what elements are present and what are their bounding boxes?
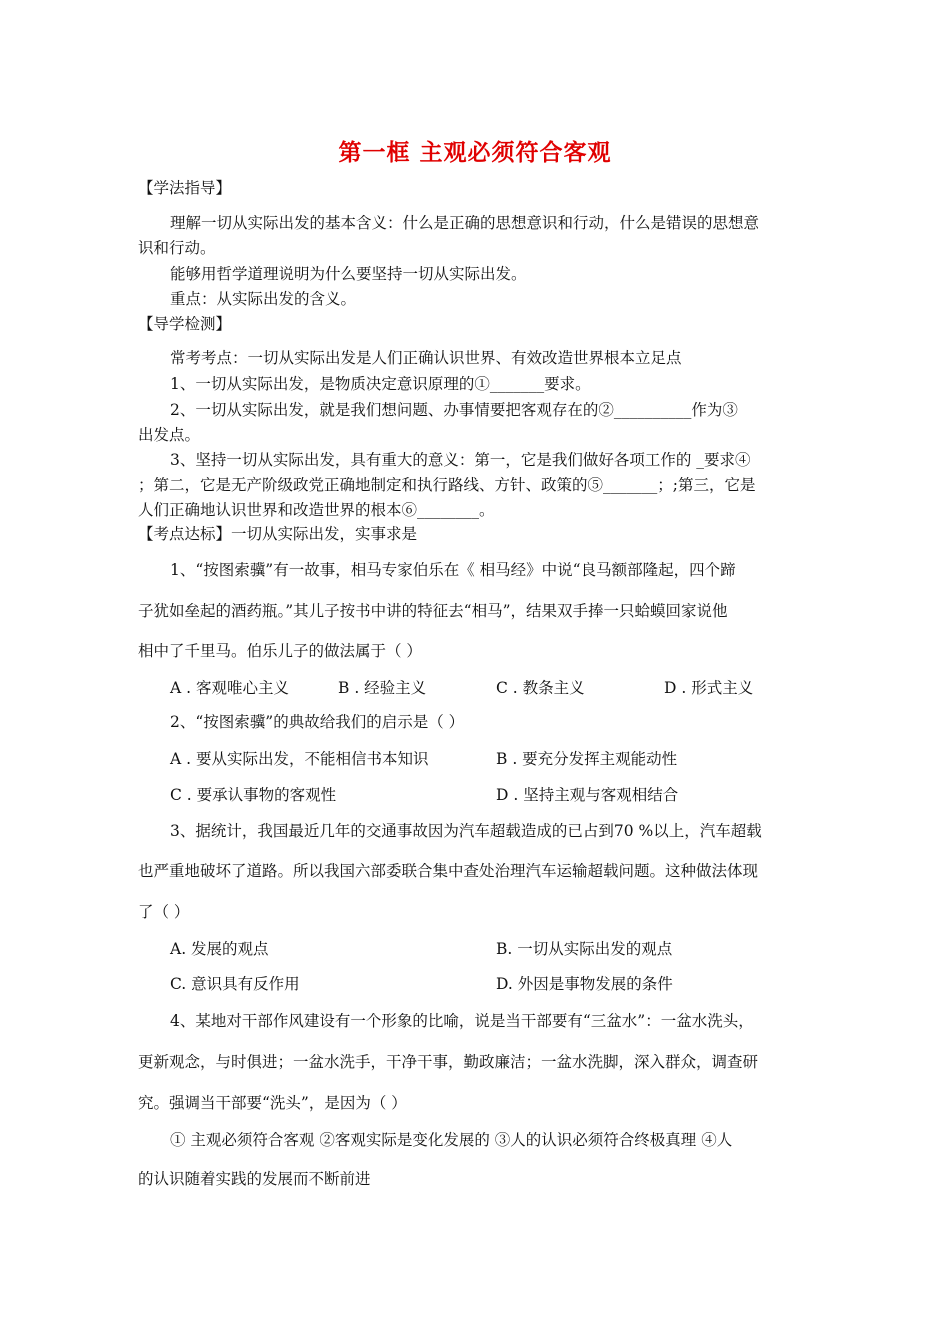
- paragraph-line: 1、一切从实际出发，是物质决定意识原理的①_______要求。: [170, 375, 591, 393]
- paragraph-line: ；第二，它是无产阶级政党正确地制定和执行路线、方针、政策的⑤_______；;第三，它是: [138, 476, 756, 494]
- page-title: 第一框 主观必须符合客观: [338, 140, 612, 166]
- question-1-line: 相中了千里马。伯乐儿子的做法属于（ ）: [138, 642, 422, 660]
- paragraph-line: 能够用哲学道理说明为什么要坚持一切从实际出发。: [170, 265, 527, 283]
- question-3-line: 了（ ）: [138, 903, 190, 921]
- paragraph-line: 识和行动。: [138, 239, 216, 257]
- paragraph-line: 理解一切从实际出发的基本含义：什么是正确的思想意识和行动，什么是错误的思想意: [170, 214, 760, 232]
- question-3-option-c: C. 意识具有反作用: [170, 975, 300, 993]
- question-4-line: 4、某地对干部作风建设有一个形象的比喻，说是当干部要有“三盆水”：一盆水洗头，: [170, 1012, 754, 1030]
- section-heading-assessment: 【考点达标】一切从实际出发，实事求是: [138, 525, 418, 543]
- section-heading-study-guide: 【学法指导】: [138, 179, 232, 197]
- question-4-line: 更新观念，与时俱进；一盆水洗手，干净干事，勤政廉洁；一盆水洗脚，深入群众，调查研: [138, 1053, 759, 1071]
- question-1-line: 子犹如垒起的酒药瓶。”其儿子按书中讲的特征去“相马”，结果双手捧一只蛤蟆回家说他: [138, 602, 728, 620]
- paragraph-line: 出发点。: [138, 426, 201, 444]
- question-1-option-a: A . 客观唯心主义: [170, 679, 289, 697]
- question-2-option-b: B . 要充分发挥主观能动性: [496, 750, 678, 768]
- question-4-statements: 的认识随着实践的发展而不断前进: [138, 1170, 371, 1188]
- question-1-option-d: D . 形式主义: [664, 679, 754, 697]
- question-3-option-b: B. 一切从实际出发的观点: [496, 940, 673, 958]
- paragraph-line: 2、一切从实际出发，就是我们想问题、办事情要把客观存在的②__________作为③: [170, 401, 738, 419]
- question-1-option-c: C . 教条主义: [496, 679, 585, 697]
- question-3-line: 也严重地破坏了道路。所以我国六部委联合集中查处治理汽车运输超载问题。这种做法体现: [138, 862, 759, 880]
- paragraph-line: 3、坚持一切从实际出发，具有重大的意义：第一，它是我们做好各项工作的 _要求④: [170, 451, 751, 469]
- question-1-line: 1、“按图索骥”有一故事，相马专家伯乐在《 相马经》中说“良马额部隆起，四个蹄: [170, 561, 736, 579]
- paragraph-line: 常考考点：一切从实际出发是人们正确认识世界、有效改造世界根本立足点: [170, 349, 682, 367]
- question-2-line: 2、“按图索骥”的典故给我们的启示是（ ）: [170, 713, 465, 731]
- question-1-option-b: B . 经验主义: [338, 679, 427, 697]
- question-2-option-a: A . 要从实际出发，不能相信书本知识: [170, 750, 429, 768]
- question-2-option-c: C . 要承认事物的客观性: [170, 786, 337, 804]
- section-heading-guided-check: 【导学检测】: [138, 315, 232, 333]
- question-4-line: 究。强调当干部要“洗头”，是因为（ ）: [138, 1094, 407, 1112]
- question-3-option-d: D. 外因是事物发展的条件: [496, 975, 673, 993]
- paragraph-line: 人们正确地认识世界和改造世界的根本⑥________。: [138, 501, 495, 519]
- question-3-line: 3、据统计，我国最近几年的交通事故因为汽车超载造成的已占到70 %以上，汽车超载: [170, 822, 762, 840]
- question-4-statements: ① 主观必须符合客观 ②客观实际是变化发展的 ③人的认识必须符合终极真理 ④人: [170, 1131, 733, 1149]
- question-3-option-a: A. 发展的观点: [170, 940, 269, 958]
- question-2-option-d: D . 坚持主观与客观相结合: [496, 786, 679, 804]
- paragraph-line: 重点：从实际出发的含义。: [170, 290, 357, 308]
